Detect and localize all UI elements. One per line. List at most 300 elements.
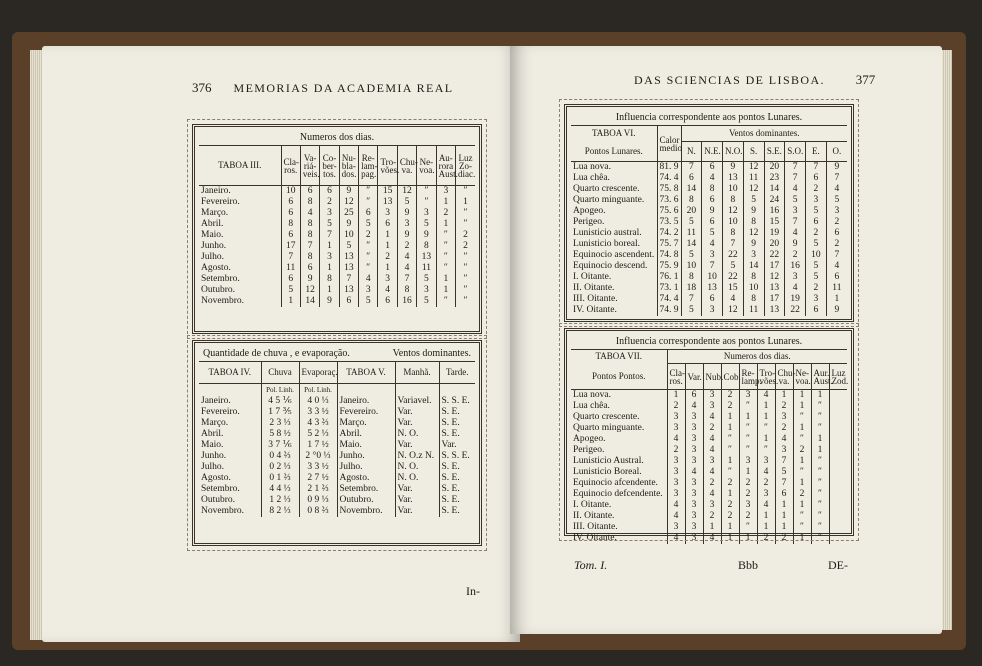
col-calor-medio: Calor medio <box>657 126 681 162</box>
table-cell: 15 <box>723 283 744 294</box>
table-cell: 3 <box>739 456 757 467</box>
sub-evaporacao: Pol. Linh. <box>299 384 337 396</box>
table-cell: 7 <box>300 241 319 252</box>
table-cell: 2 <box>320 197 339 208</box>
table-cell: ″ <box>456 285 475 296</box>
col-pontos: Pontos Pontos. <box>571 364 667 390</box>
table-cell: 19 <box>764 228 785 239</box>
table-cell: 2 °0 ⅓ <box>299 451 337 462</box>
table-cell: 4 <box>703 467 721 478</box>
col-chuva: Chuva <box>261 362 299 384</box>
signature-mark: Bbb <box>738 558 759 572</box>
table-cell: 6 <box>320 186 339 198</box>
table-cell: 6 <box>806 173 827 184</box>
table-cell: 0 8 ⅔ <box>299 506 337 517</box>
table-cell <box>829 467 847 478</box>
table-cell: S. E. <box>439 462 475 473</box>
table-row <box>571 478 847 489</box>
table-cell: S. E. <box>439 418 475 429</box>
table-cell: 6 <box>281 230 300 241</box>
table-cell: 8 <box>743 217 764 228</box>
table-cell: ″ <box>436 230 455 241</box>
table-cell: 4 <box>667 533 685 544</box>
table-cell: 2 <box>757 478 775 489</box>
table-cell: 74. 2 <box>657 228 681 239</box>
table-cell: 5 <box>681 217 702 228</box>
table-cell: 1 <box>320 241 339 252</box>
table-row <box>571 184 847 195</box>
table-cell: 7 <box>775 478 793 489</box>
table-cell: 5 <box>775 467 793 478</box>
row-label: IV. Oitante. <box>573 305 617 315</box>
table-cell: 9 <box>300 274 319 285</box>
taboa-7-col-header: Aur. Aust. <box>811 364 829 390</box>
table-cell: 3 <box>806 294 827 305</box>
signature-tomo: Tom. I. <box>574 558 608 572</box>
table-cell: N. O. <box>395 429 439 440</box>
table-cell: 10 <box>281 186 300 198</box>
taboa-5-title: TABOA V. <box>337 362 395 384</box>
table-cell: 1 <box>793 533 811 544</box>
table-cell: Var. <box>439 440 475 451</box>
book-spread <box>12 32 966 650</box>
table-cell: 6 <box>300 263 319 274</box>
table-cell: 10 <box>723 184 744 195</box>
table-cell: ″ <box>793 467 811 478</box>
table-cell: 2 <box>721 478 739 489</box>
row-label: Julho. <box>201 252 224 262</box>
table-cell <box>829 390 847 402</box>
table-cell: 75. 9 <box>657 261 681 272</box>
table-cell: 10 <box>339 230 358 241</box>
right-page-number: 377 <box>855 72 876 87</box>
table-cell: 22 <box>723 250 744 261</box>
table-cell: 0 9 ⅓ <box>299 495 337 506</box>
table-cell: 1 <box>436 219 455 230</box>
table-cell: 8 <box>300 219 319 230</box>
table-cell: 13 <box>417 252 436 263</box>
table-cell: 2 <box>739 511 757 522</box>
left-page-number: 376 <box>192 80 212 95</box>
taboa-6-title: TABOA VI. <box>591 128 636 139</box>
table-cell: 9 <box>397 230 416 241</box>
taboa-7-col-header: Cob. <box>721 364 739 390</box>
table-cell: ″ <box>739 401 757 412</box>
table-cell: 3 <box>785 206 806 217</box>
table-cell: 5 <box>785 195 806 206</box>
row-label: Lua nova. <box>573 390 611 400</box>
table-row <box>199 440 475 451</box>
table-row <box>571 250 847 261</box>
table-cell: 0 1 ⅔ <box>261 473 299 484</box>
taboa-6-body <box>571 162 847 317</box>
table-cell: 4 <box>723 294 744 305</box>
table-cell: 4 0 ⅓ <box>299 396 337 407</box>
table-cell <box>829 533 847 544</box>
table-cell: 3 <box>757 456 775 467</box>
table-cell: 8 <box>320 274 339 285</box>
table-cell: 17 <box>281 241 300 252</box>
table-cell: 3 <box>757 489 775 500</box>
row-label: Lua chêa. <box>573 401 610 411</box>
table-cell: 3 <box>685 533 703 544</box>
table-cell: 8 <box>702 184 723 195</box>
row-label: Abril. <box>337 429 395 440</box>
table-cell: 3 <box>685 423 703 434</box>
table-cell: 7 <box>785 162 806 174</box>
row-label: Abril. <box>201 428 224 439</box>
table-cell: 74. 8 <box>657 250 681 261</box>
table-cell: S. S. E. <box>439 396 475 407</box>
table-cell: 2 <box>456 241 475 252</box>
table-cell: 17 <box>764 294 785 305</box>
table-cell: 1 <box>721 522 739 533</box>
table-cell: 3 <box>785 272 806 283</box>
table-cell: 6 <box>702 217 723 228</box>
table-cell: ″ <box>739 423 757 434</box>
table-cell: 1 <box>721 456 739 467</box>
table-cell: 2 1 ⅔ <box>299 484 337 495</box>
table-cell: 8 <box>417 241 436 252</box>
table-cell: 5 <box>359 219 378 230</box>
wind-col-header: O. <box>826 142 847 162</box>
table-cell: ″ <box>757 423 775 434</box>
table-cell: 5 <box>397 197 416 208</box>
table-cell: S. E. <box>439 473 475 484</box>
table-cell: 14 <box>764 184 785 195</box>
row-label: Lua chêa. <box>573 173 610 183</box>
table-cell: 3 7 ⅙ <box>261 440 299 451</box>
row-label: Perigeo. <box>573 445 605 455</box>
row-label: Agosto. <box>337 473 395 484</box>
table-cell: 5 <box>417 219 436 230</box>
table-cell: 5 8 ½ <box>261 429 299 440</box>
taboa-3-col-header: Nu- bla- dos. <box>339 146 358 186</box>
table-cell: 1 <box>739 467 757 478</box>
row-label: Fevereiro. <box>201 197 240 207</box>
table-cell: 7 <box>826 173 847 184</box>
table-cell: 1 7 ½ <box>299 440 337 451</box>
table-cell: 1 <box>739 412 757 423</box>
table-cell: ″ <box>359 197 378 208</box>
table-cell: 3 <box>685 412 703 423</box>
table-row <box>199 418 475 429</box>
table-cell: N. O. <box>395 462 439 473</box>
table-cell: 3 <box>397 219 416 230</box>
taboa-3-col-header: Cla- ros. <box>281 146 300 186</box>
table-cell: 2 <box>397 241 416 252</box>
table-cell: 9 <box>826 162 847 174</box>
table-cell: 2 <box>775 401 793 412</box>
taboa-7-col-header: Nub. <box>703 364 721 390</box>
table-cell: 1 <box>739 533 757 544</box>
table-cell: 7 <box>320 230 339 241</box>
table-row <box>199 252 475 263</box>
table-cell: ″ <box>739 522 757 533</box>
table-cell: 13 <box>339 263 358 274</box>
table-cell: 17 <box>764 261 785 272</box>
table-cell: 3 <box>378 208 397 219</box>
table-cell: ″ <box>721 434 739 445</box>
table-cell: 10 <box>723 217 744 228</box>
table-cell: 12 <box>743 184 764 195</box>
table-cell: 4 <box>826 261 847 272</box>
table-cell: ″ <box>721 467 739 478</box>
table-cell: 3 <box>667 456 685 467</box>
table-cell: 10 <box>743 283 764 294</box>
table-row <box>199 429 475 440</box>
taboa-7-frame <box>564 328 854 543</box>
table-cell: 3 <box>739 500 757 511</box>
taboa-3-col-header: Tro- vões. <box>378 146 397 186</box>
taboa-5-caption: Ventos dominantes. <box>392 348 471 359</box>
table-cell: Var. <box>395 418 439 429</box>
table-cell: 3 <box>417 285 436 296</box>
table-cell: ″ <box>811 511 829 522</box>
table-cell: 18 <box>681 283 702 294</box>
table-row <box>199 473 475 484</box>
table-cell <box>829 456 847 467</box>
table-cell: 7 <box>339 274 358 285</box>
table-cell: 1 <box>456 197 475 208</box>
table-cell: 2 <box>667 445 685 456</box>
table-cell: ″ <box>811 456 829 467</box>
row-label: Lunisticio Boreal. <box>573 467 642 477</box>
table-cell: 1 <box>793 478 811 489</box>
table-cell <box>829 412 847 423</box>
table-cell: 2 <box>436 208 455 219</box>
table-cell: 1 <box>721 533 739 544</box>
table-cell: 3 <box>320 252 339 263</box>
table-cell: 9 <box>339 219 358 230</box>
row-label: Março. <box>201 417 229 428</box>
table-cell: 1 <box>757 511 775 522</box>
table-row <box>571 456 847 467</box>
row-label: II. Oitante. <box>573 511 615 521</box>
table-cell: 11 <box>281 263 300 274</box>
wind-col-header: S.E. <box>764 142 785 162</box>
table-cell: 7 <box>775 456 793 467</box>
row-label: Equinocio defcendente. <box>573 489 663 499</box>
table-cell: 6 <box>378 296 397 307</box>
table-cell: Var. <box>395 407 439 418</box>
taboa-6-caption: Influencia correspondente aos pontos Lunares. <box>615 112 803 123</box>
table-cell: S. E. <box>439 429 475 440</box>
table-cell: 8 <box>300 230 319 241</box>
left-running-title: MEMORIAS DA ACADEMIA REAL <box>233 81 454 95</box>
table-cell: 8 <box>397 285 416 296</box>
table-cell: ″ <box>811 478 829 489</box>
table-cell: 0 4 ⅔ <box>261 451 299 462</box>
table-cell: 8 <box>281 219 300 230</box>
table-cell: 2 <box>806 228 827 239</box>
row-label: Quarto crescente. <box>573 412 640 422</box>
table-cell: 3 <box>667 489 685 500</box>
table-cell: 1 <box>757 434 775 445</box>
row-label: I. Oitante. <box>573 500 612 510</box>
table-cell: 13 <box>702 283 723 294</box>
table-cell: 3 <box>743 250 764 261</box>
table-cell: 6 <box>359 208 378 219</box>
table-cell: 20 <box>764 162 785 174</box>
table-cell: 4 <box>667 434 685 445</box>
table-cell: 3 <box>703 500 721 511</box>
table-cell: ″ <box>739 434 757 445</box>
table-cell: 12 <box>397 186 416 198</box>
table-cell: 2 <box>703 478 721 489</box>
taboa-3-body <box>199 186 475 308</box>
table-cell: 75. 8 <box>657 184 681 195</box>
row-label: Quarto minguante. <box>573 423 645 433</box>
table-cell: ″ <box>793 511 811 522</box>
table-cell: 1 <box>320 285 339 296</box>
table-cell: 4 <box>685 401 703 412</box>
table-cell: 3 3 ½ <box>299 462 337 473</box>
row-label: III. Oitante. <box>573 522 618 532</box>
table-cell: 14 <box>681 239 702 250</box>
row-label: Lunisticio Austral. <box>573 456 644 466</box>
row-label: Equinocio descend. <box>573 261 648 271</box>
table-cell: 9 <box>339 186 358 198</box>
table-cell: ″ <box>811 500 829 511</box>
table-cell: ″ <box>793 434 811 445</box>
table-cell: 4 <box>685 467 703 478</box>
table-row <box>199 274 475 285</box>
table-cell: 3 <box>703 401 721 412</box>
table-cell: 4 3 ⅔ <box>299 418 337 429</box>
table-cell: 12 <box>339 197 358 208</box>
sub-chuva: Pol. Linh. <box>261 384 299 396</box>
table-cell: 3 <box>667 522 685 533</box>
table-cell: 1 <box>775 390 793 402</box>
row-label: Quarto crescente. <box>573 184 640 194</box>
taboa-4-5-table <box>199 361 475 517</box>
table-cell: 8 <box>723 228 744 239</box>
table-cell: 6 <box>826 272 847 283</box>
table-cell <box>829 434 847 445</box>
row-label: Fevereiro. <box>201 406 240 417</box>
left-catchword: In- <box>466 584 480 598</box>
table-cell: 75. 7 <box>657 239 681 250</box>
table-cell: S. E. <box>439 407 475 418</box>
taboa-3-col-header: Va- riá- veis. <box>300 146 319 186</box>
table-row <box>571 228 847 239</box>
table-cell: 3 <box>320 208 339 219</box>
table-cell: 12 <box>723 206 744 217</box>
row-label: Julho. <box>337 462 395 473</box>
table-row <box>571 195 847 206</box>
table-row <box>199 186 475 198</box>
taboa-4-5-frame <box>192 340 482 546</box>
table-cell: 1 <box>721 489 739 500</box>
table-cell: 1 <box>793 500 811 511</box>
table-row <box>199 197 475 208</box>
table-row <box>199 407 475 418</box>
table-row <box>571 173 847 184</box>
row-label: Outubro. <box>337 495 395 506</box>
table-cell: 6 <box>300 186 319 198</box>
table-row <box>571 423 847 434</box>
table-cell: 3 <box>436 186 455 198</box>
table-cell: 1 <box>757 522 775 533</box>
table-cell: 1 <box>775 511 793 522</box>
table-cell: 19 <box>785 294 806 305</box>
table-cell: ″ <box>456 219 475 230</box>
table-cell: 6 <box>806 305 827 316</box>
table-cell: 2 <box>806 184 827 195</box>
row-label: Janeiro. <box>201 395 231 406</box>
table-cell: 3 <box>667 412 685 423</box>
table-cell: 8 <box>300 197 319 208</box>
row-label: Janeiro. <box>201 186 231 196</box>
table-cell: 2 <box>456 230 475 241</box>
table-row <box>199 495 475 506</box>
table-cell: ″ <box>793 522 811 533</box>
table-cell: 73. 5 <box>657 217 681 228</box>
table-cell: 12 <box>743 162 764 174</box>
row-label: Março. <box>201 208 229 218</box>
table-cell: 1 <box>793 456 811 467</box>
table-cell: 13 <box>723 173 744 184</box>
table-cell: 73. 6 <box>657 195 681 206</box>
table-cell: 76. 1 <box>657 272 681 283</box>
table-cell: ″ <box>359 241 378 252</box>
table-cell: 2 <box>785 250 806 261</box>
wind-col-header: S. <box>743 142 764 162</box>
table-cell: 1 <box>378 263 397 274</box>
table-cell: 9 <box>417 230 436 241</box>
taboa-3-title: TABOA III. <box>199 146 281 186</box>
table-cell: 74. 4 <box>657 294 681 305</box>
table-cell: 4 <box>703 533 721 544</box>
row-label: IV. Oitante. <box>573 533 617 543</box>
table-cell: 4 <box>703 434 721 445</box>
col-pontos-lunares: Pontos Lunares. <box>571 142 657 162</box>
table-row <box>571 445 847 456</box>
row-label: Maio. <box>201 230 224 240</box>
row-label: Junho. <box>201 241 227 251</box>
table-cell: 3 <box>702 250 723 261</box>
table-cell: 3 <box>685 500 703 511</box>
table-cell: 1 <box>378 241 397 252</box>
table-row <box>571 294 847 305</box>
table-cell: 10 <box>681 261 702 272</box>
table-row <box>571 434 847 445</box>
table-row <box>571 467 847 478</box>
table-row <box>571 261 847 272</box>
left-page <box>42 46 520 642</box>
table-cell <box>829 423 847 434</box>
table-cell: 3 <box>685 434 703 445</box>
row-label: II. Oitante. <box>573 283 615 293</box>
table-cell: Variavel. <box>395 396 439 407</box>
col-evaporacao: Evaporaç. <box>299 362 337 384</box>
table-cell: 3 <box>685 511 703 522</box>
right-running-title: DAS SCIENCIAS DE LISBOA. <box>634 73 825 87</box>
taboa-3-col-header: Luz Zo- diac. <box>456 146 475 186</box>
table-cell: 24 <box>764 195 785 206</box>
table-cell: 2 <box>667 401 685 412</box>
table-cell: 14 <box>743 261 764 272</box>
row-label: Outubro. <box>201 494 236 505</box>
table-cell: 8 <box>681 272 702 283</box>
table-cell: 7 <box>397 274 416 285</box>
wind-col-header: S.O. <box>785 142 806 162</box>
table-cell: 13 <box>764 283 785 294</box>
table-cell: S. E. <box>439 495 475 506</box>
table-cell: 7 <box>723 239 744 250</box>
table-cell: 16 <box>764 206 785 217</box>
